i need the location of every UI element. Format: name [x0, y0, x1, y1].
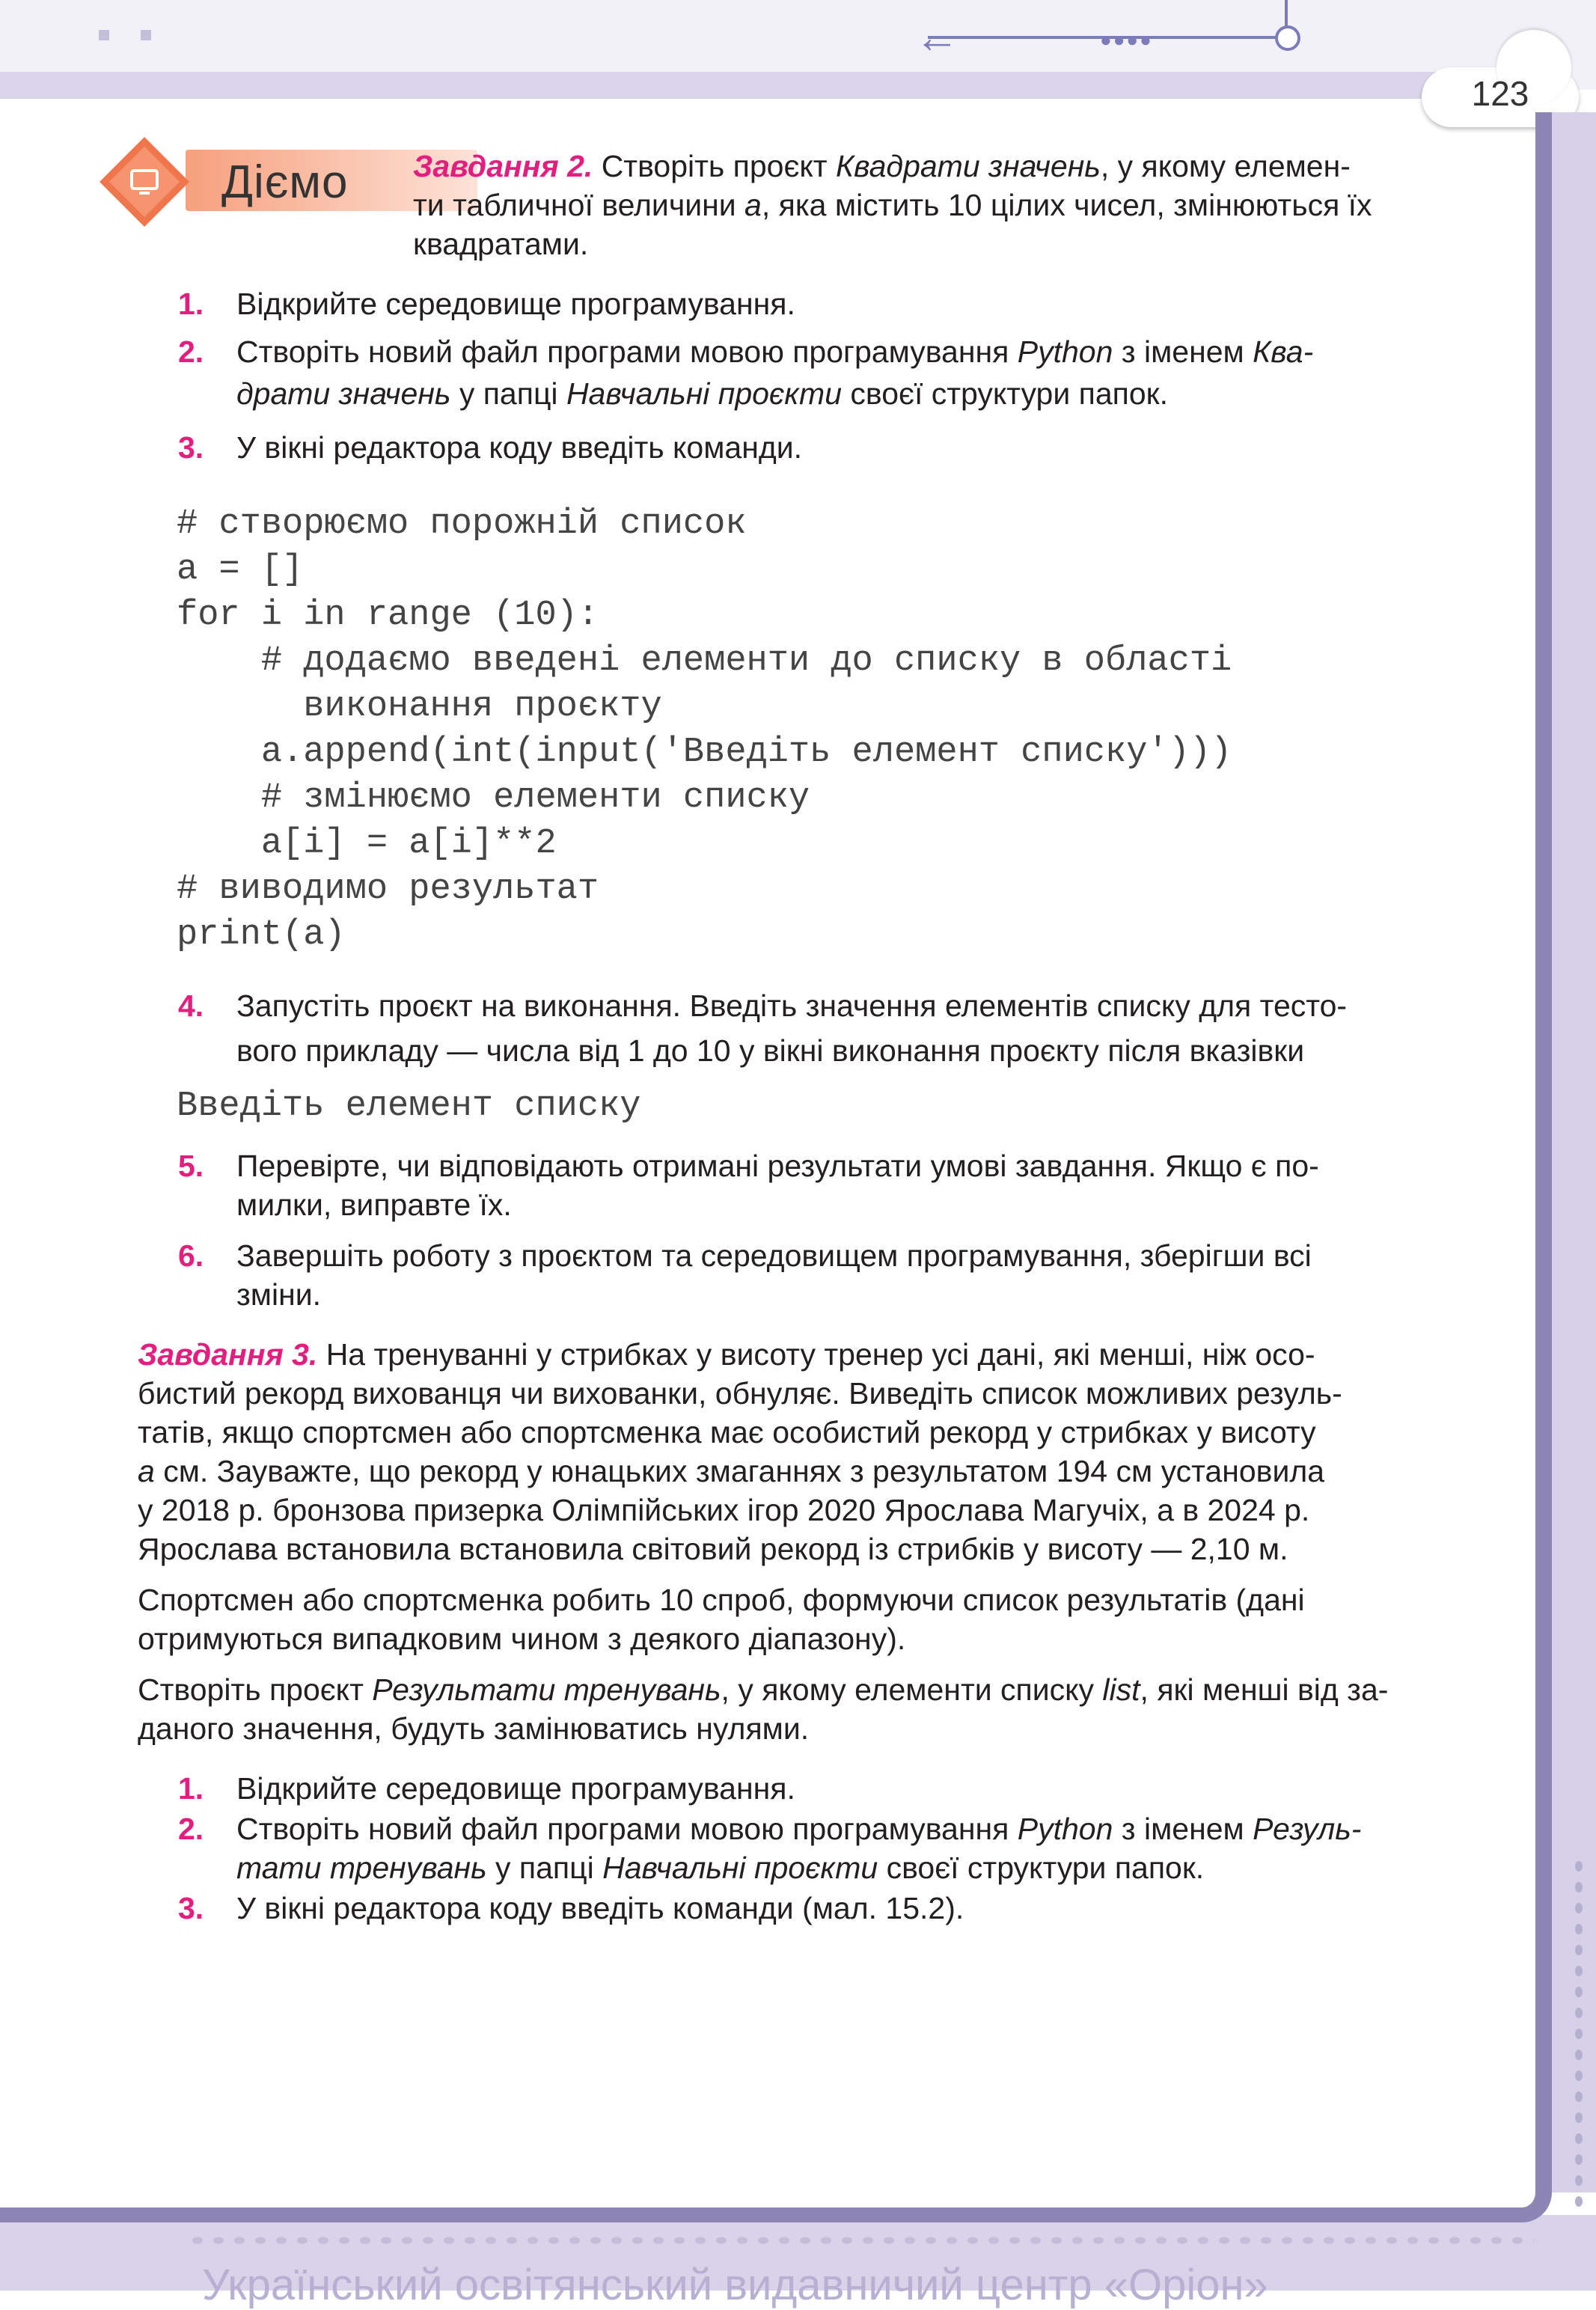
- code-line: # виводимо результат: [177, 870, 599, 909]
- task3-text: , які менші від за-: [1140, 1672, 1389, 1707]
- step-text-em: Ква-: [1253, 334, 1314, 369]
- step-text-line1: Завершіть роботу з проєктом та середовищем програмування, зберігши всі: [236, 1238, 1312, 1273]
- puzzle-piece-icon: [96, 133, 193, 230]
- step-text-line1: Перевірте, чи відповідають отримані результати умові завдання. Якщо є по-: [236, 1149, 1319, 1183]
- task3-text: , у якому елементи списку: [721, 1672, 1103, 1707]
- task3-line5: у 2018 р. бронзова призерка Олімпійських ігор 2020 Ярослава Магучіх, а в 2024 р.: [138, 1493, 1310, 1527]
- code-line: # створюємо порожній список: [177, 504, 747, 544]
- task3-p3-line1: [138, 1670, 1388, 1709]
- bottom-dot-pattern: [187, 2234, 1534, 2247]
- step-text-part: з іменем: [1113, 1812, 1253, 1846]
- step-text-part: у папці: [486, 1851, 603, 1885]
- step-text-line2: [236, 374, 1168, 413]
- step-text-line2: зміни.: [236, 1277, 322, 1312]
- section-badge: [96, 133, 380, 230]
- step-number: 1.: [178, 1771, 204, 1806]
- task3-p3-line2: даного значення, будуть замінюватись нулями.: [138, 1711, 810, 1746]
- page-number: 123: [1471, 74, 1529, 113]
- code-line: # змінюємо елементи списку: [177, 778, 810, 818]
- task2-intro-line2: [413, 186, 1372, 224]
- bottom-frame-border: [0, 2193, 1552, 2222]
- step-text-part: Створіть новий файл програми мовою програмування: [236, 334, 1018, 369]
- code-line: a.append(int(input('Введіть елемент списку'))): [177, 733, 1232, 772]
- step-text-line1: Запустіть проєкт на виконання. Введіть значення елементів списку для тесто-: [236, 989, 1348, 1023]
- top-band-stripe: [0, 72, 1511, 99]
- step-text-em: Навчальні проєкти: [602, 1851, 878, 1885]
- code-line: a = []: [177, 550, 304, 590]
- step-text-part: з іменем: [1113, 334, 1253, 369]
- task2-intro-line1: [413, 147, 1351, 186]
- step-number: 2.: [178, 1812, 204, 1846]
- task3-line6: Ярослава встановила встановила світовий рекорд із стрибків у висоту — 2,10 м.: [138, 1532, 1288, 1566]
- code-line: print(a): [177, 915, 346, 955]
- step-number: 3.: [178, 1891, 204, 1925]
- step-text-em: драти значень: [236, 376, 451, 411]
- code-block: [177, 501, 1232, 958]
- task3-p2-line2: отримуються випадковим чином з деякого діапазону).: [138, 1622, 906, 1656]
- step-text-line2: милки, виправте їх.: [236, 1188, 512, 1222]
- task3-variable: а: [138, 1454, 155, 1488]
- code-line: for i in range (10):: [177, 596, 599, 635]
- step-number: 6.: [178, 1238, 204, 1273]
- task2-intro-text: Створіть проєкт: [593, 149, 836, 183]
- task2-intro-text-3: ти табличної величини: [413, 188, 745, 222]
- step-number: 3.: [178, 430, 204, 465]
- step-number: 1.: [178, 287, 204, 321]
- task3-p2-line1: Спортсмен або спортсменка робить 10 спроб, формуючи список результатів (дані: [138, 1583, 1305, 1617]
- side-dot-pattern: [1571, 1856, 1586, 2275]
- arrow-stem: [1285, 0, 1288, 27]
- badge-label: Діємо: [221, 156, 349, 208]
- publisher-footer: Український освітянський видавничий центр «Оріон»: [202, 2261, 1268, 2309]
- step-text-em: Python: [1017, 334, 1113, 369]
- prompt-code: Введіть елемент списку: [177, 1087, 641, 1126]
- step-text-part: у папці: [450, 376, 566, 411]
- code-line: виконання проєкту: [177, 687, 662, 727]
- code-line: a[i] = a[i]**2: [177, 824, 557, 864]
- task3-text: см. Зауважте, що рекорд у юнацьких змаганнях з результатом 194 см установила: [154, 1454, 1325, 1488]
- step-text-line2: вого прикладу — числа від 1 до 10 у вікні виконання проєкту після вказівки: [236, 1033, 1305, 1068]
- step-number: 2.: [178, 334, 204, 369]
- task2-project-name: Квадрати значень: [835, 149, 1101, 183]
- task2-intro-line3: квадратами.: [413, 227, 589, 261]
- step-text-em: Резуль-: [1253, 1812, 1362, 1846]
- step-text-part: своєї структури папок.: [878, 1851, 1205, 1885]
- task2-intro-text-4: , яка містить 10 цілих чисел, змінюються їх: [761, 188, 1372, 222]
- step-number: 4.: [178, 989, 204, 1023]
- step-text-em: тати тренувань: [236, 1851, 487, 1885]
- step-text: Відкрийте середовище програмування.: [236, 287, 795, 321]
- step-text-part: Створіть новий файл програми мовою програмування: [236, 1812, 1018, 1846]
- step-number: 5.: [178, 1149, 204, 1183]
- task2-intro-text-2: , у якому елемен-: [1100, 149, 1351, 183]
- arrow-dots: ●●●●: [1100, 28, 1153, 51]
- task3-list-name: list: [1102, 1672, 1140, 1707]
- task3-line3: татів, якщо спортсмен або спортсменка має особистий рекорд у стрибках у висоту: [138, 1415, 1316, 1449]
- step-text-line1: [236, 332, 1313, 371]
- step-text-line1: [236, 1809, 1361, 1848]
- step-text: У вікні редактора коду введіть команди (мал. 15.2).: [236, 1891, 964, 1925]
- step-text-em: Python: [1017, 1812, 1113, 1846]
- arrow-left-icon: ←: [914, 12, 959, 62]
- right-frame-border: [1535, 112, 1552, 2207]
- task3-line2: бистий рекорд вихованця чи вихованки, обнуляє. Виведіть список можливих резуль-: [138, 1376, 1342, 1411]
- task2-title: Завдання 2.: [413, 149, 593, 183]
- step-text-em: Навчальні проєкти: [566, 376, 843, 411]
- step-text: Відкрийте середовище програмування.: [236, 1771, 795, 1806]
- task3-title: Завдання 3.: [138, 1337, 318, 1372]
- step-text-part: своєї структури папок.: [842, 376, 1168, 411]
- code-line: # додаємо введені елементи до списку в області: [177, 641, 1232, 681]
- task3-project-name: Результати тренувань: [372, 1672, 721, 1707]
- top-dots: [99, 30, 183, 44]
- task3-line4: [138, 1452, 1324, 1491]
- arrow-end-circle: [1275, 25, 1300, 51]
- task2-variable: а: [745, 188, 762, 222]
- step-text: У вікні редактора коду введіть команди.: [236, 430, 803, 465]
- task3-line1: [138, 1335, 1315, 1374]
- step-text-line2: [236, 1848, 1204, 1887]
- task3-text: На тренуванні у стрибках у висоту тренер усі дані, які менші, ніж осо-: [317, 1337, 1315, 1372]
- task3-text: Створіть проєкт: [138, 1672, 373, 1707]
